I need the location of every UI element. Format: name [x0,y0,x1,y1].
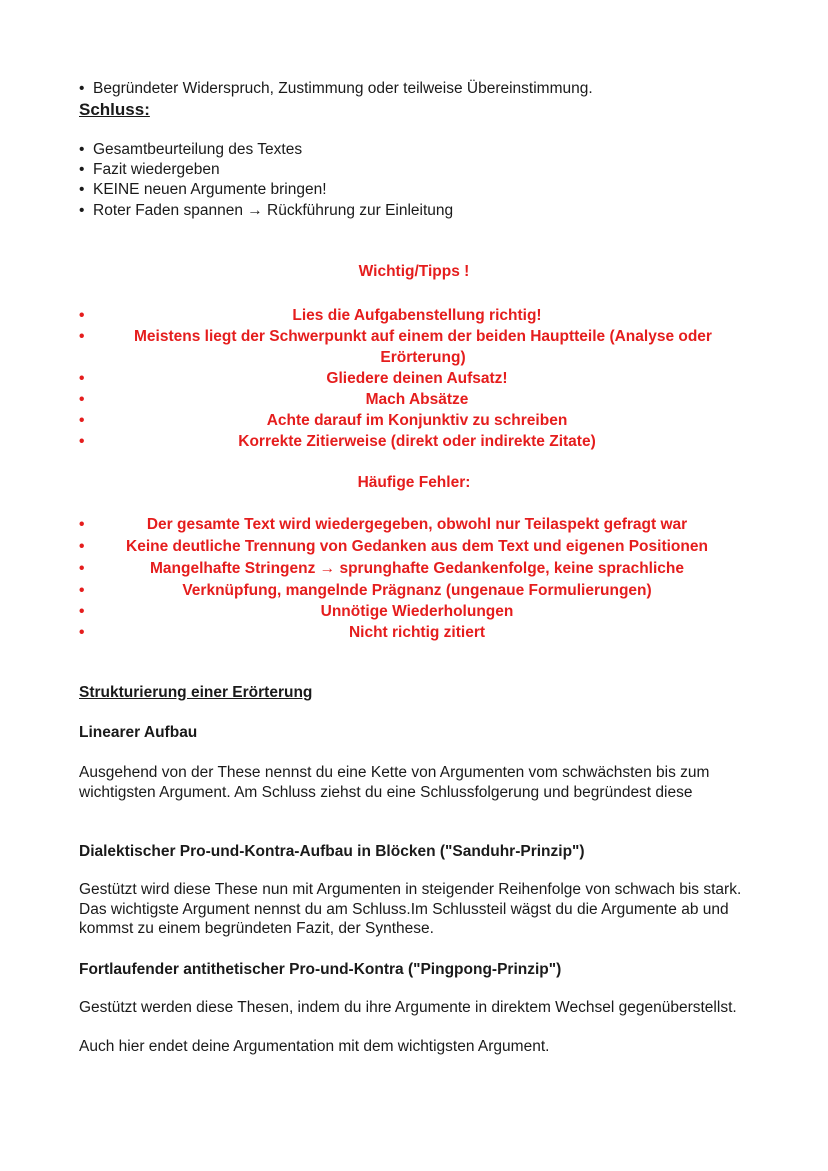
schluss-heading: Schluss: [79,100,150,119]
section-text: Ausgehend von der These nennst du eine Kette von Argumenten vom schwächsten bis zum wichtigsten Argument. Am Schluss ziehst du eine Schlussfolgerung und begründest diese [79,764,710,801]
document-page: • Begründeter Widerspruch, Zustimmung oder teilweise Übereinstimmung. Schluss: • Gesamtbeurteilung des Textes • Fazit wiedergeben • KEINE neuen Argumente bringen! • Roter Faden spannen → Rückführung zur Einleitung Wichtig/Tipps ! • Lies die Aufgabenstellung richtig! • Meistens liegt der Schwerpunkt auf einem der beiden Hauptteile (Analyse oder Erörterung) • Gliedere deinen Aufsatz! • Mach Absätze • Achte darauf im Konjunktiv zu schreiben • Korrekte Zitierweise (direkt oder indirekte Zitate) Häufige Fehler: • Der gesamte Text wird wiedergegeben, obwohl nur Teilaspekt gefragt war • Keine deutliche Trennung von Gedanken aus dem Text und eigenen Positionen • Mangelhafte Stringenz → sprunghafte Gedankenfolge, keine sprachliche • Verknüpfung, mangelnde Prägnanz (ungenaue Formulierungen) • Unnötige Wiederholungen • Nicht richtig zitiert Strukturierung einer Erörterung Linearer Aufbau Ausgehend von der These nennst du eine Kette von Argumenten vom schwächsten bis zum wichtigsten Argument. Am Schluss ziehst du eine Schlussfolgerung und begründest diese Dialektischer Pro-und-Kontra-Aufbau in Blöcken ("Sanduhr-Prinzip") Gestützt wird diese These nun mit Argumenten in steigender Reihenfolge von schwach bis stark. Das wichtigste Argument nennst du am Schluss.Im Schlussteil wägst du die Argumente ab und kommst zu einem begründeten Fazit, der Synthese. Fortlaufender antithetischer Pro-und-Kontra ("Pingpong-Prinzip") Gestützt werden diese Thesen, indem du ihre Argumente in direktem Wechsel gegenüberstellst. Auch hier endet deine Argumentation mit dem wichtigsten Argument. [0,0,828,1171]
section-title: Fortlaufender antithetischer Pro-und-Kontra ("Pingpong-Prinzip") [79,961,562,978]
fehler-title: Häufige Fehler: [357,474,471,491]
section-title: Linearer Aufbau [79,724,198,741]
tipps-title: Wichtig/Tipps ! [358,263,470,280]
section-text: Gestützt werden diese Thesen, indem du ihre Argumente in direktem Wechsel gegenüberstellst. [79,999,737,1016]
section-text: Gestützt wird diese These nun mit Argumenten in steigender Reihenfolge von schwach bis stark. Das wichtigste Argument nennst du am Schluss.Im Schlussteil wägst du die Argumente ab und kommst zu einem begründeten Fazit, der Synthese. [79,881,742,937]
section-text: Auch hier endet deine Argumentation mit dem wichtigsten Argument. [79,1038,550,1055]
struktur-heading: Strukturierung einer Erörterung [79,684,313,701]
section-title: Dialektischer Pro-und-Kontra-Aufbau in Blöcken ("Sanduhr-Prinzip") [79,843,585,860]
